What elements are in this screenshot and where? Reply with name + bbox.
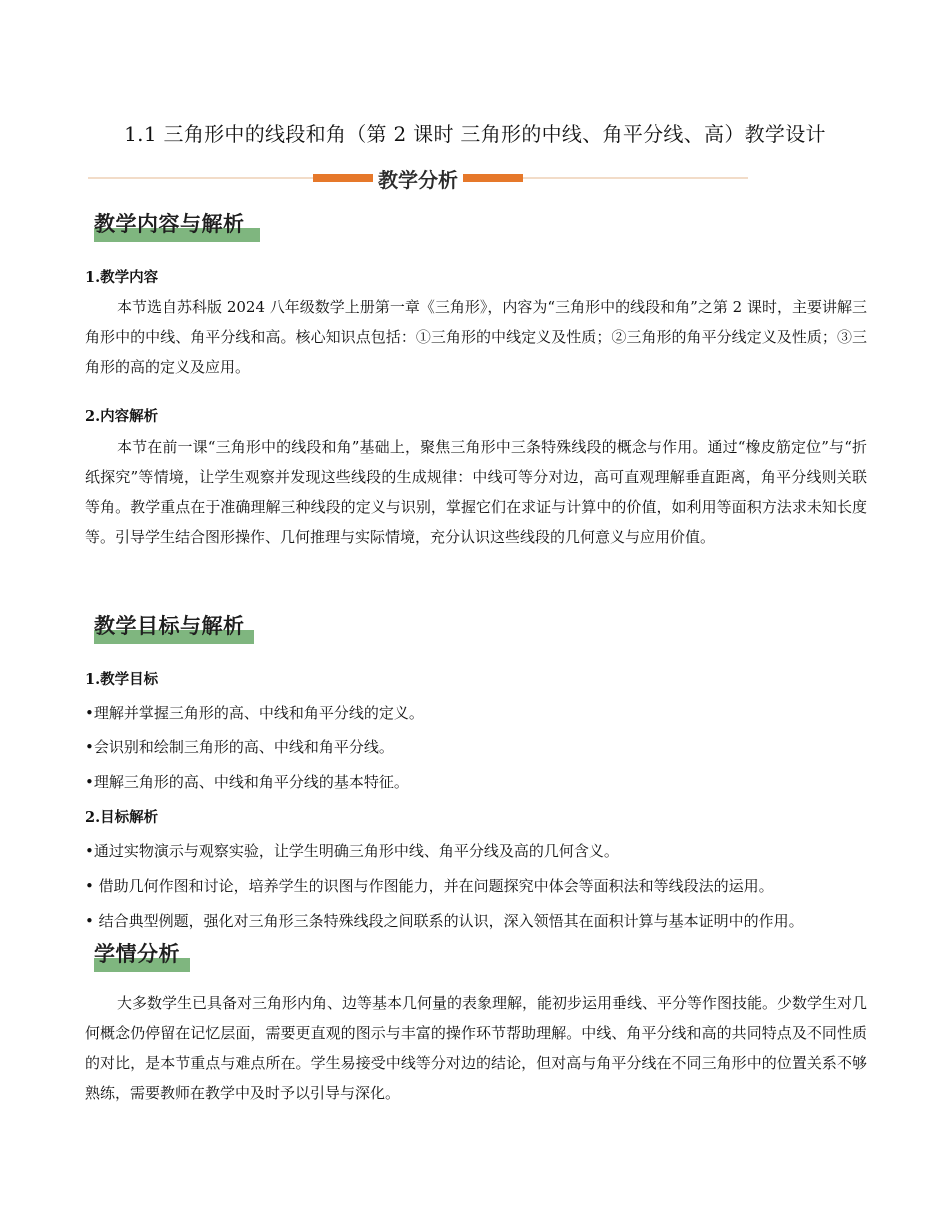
- learning-paragraph: 大多数学生已具备对三角形内角、边等基本几何量的表象理解，能初步运用垂线、平分等作图技能。少数学生对几何概念仍停留在记忆层面，需要更直观的图示与丰富的操作环节帮助理解。中线、角平分线和高的共同特点及不同性质的对比，是本节重点与难点所在。学生易接受中线等分对边的结论，但对高与角平分线在不同三角形中的位置关系不够熟练，需要教师在教学中及时予以引导与深化。: [85, 994, 868, 1102]
- subheading-goals-analysis: 2.目标解析: [85, 809, 159, 826]
- banner-label: 教学分析: [373, 164, 463, 193]
- goal-analysis-item: • 借助几何作图和讨论，培养学生的识图与作图能力，并在问题探究中体会等面积法和等线段法的运用。: [85, 877, 774, 895]
- heading-text: 教学目标与解析: [94, 614, 245, 638]
- content-paragraph: 本节选自苏科版 2024 八年级数学上册第一章《三角形》，内容为“三角形中的线段和角”之第 2 课时，主要讲解三角形中的中线、角平分线和高。核心知识点包括：①三角形的中线定义及性质；②三角形的角平分线定义及性质；③三角形的高的定义及应用。: [85, 298, 867, 376]
- document-title: 1.1 三角形中的线段和角（第 2 课时 三角形的中线、角平分线、高）教学设计: [124, 122, 826, 146]
- subheading-content: 1.教学内容: [85, 269, 159, 286]
- goal-analysis-item: •通过实物演示与观察实验，让学生明确三角形中线、角平分线及高的几何含义。: [85, 842, 619, 860]
- goal-item: •理解三角形的高、中线和角平分线的基本特征。: [85, 773, 409, 791]
- banner-bar-right: [463, 174, 523, 182]
- heading-learning: [90, 938, 180, 972]
- goal-analysis-item: • 结合典型例题，强化对三角形三条特殊线段之间联系的认识，深入领悟其在面积计算与基本证明中的作用。: [85, 912, 804, 930]
- subheading-content-analysis: 2.内容解析: [85, 408, 159, 425]
- subheading-goals: 1.教学目标: [85, 671, 159, 688]
- heading-content: [90, 208, 245, 242]
- content-analysis-paragraph: 本节在前一课“三角形中的线段和角”基础上，聚焦三角形中三条特殊线段的概念与作用。通过“橡皮筋定位”与“折纸探究”等情境，让学生观察并发现这些线段的生成规律：中线可等分对边，高可直观理解垂直距离，角平分线则关联等角。教学重点在于准确理解三种线段的定义与识别，掌握它们在求证与计算中的价值，如利用等面积方法求未知长度等。引导学生结合图形操作、几何推理与实际情境，充分认识这些线段的几何意义与应用价值。: [85, 438, 867, 546]
- heading-text: 学情分析: [94, 942, 180, 966]
- goal-item: •理解并掌握三角形的高、中线和角平分线的定义。: [85, 704, 424, 722]
- banner-bar-left: [313, 174, 373, 182]
- heading-text: 教学内容与解析: [94, 212, 245, 236]
- goal-item: •会识别和绘制三角形的高、中线和角平分线。: [85, 738, 394, 756]
- heading-goals: [90, 610, 245, 644]
- section-banner: [88, 166, 748, 192]
